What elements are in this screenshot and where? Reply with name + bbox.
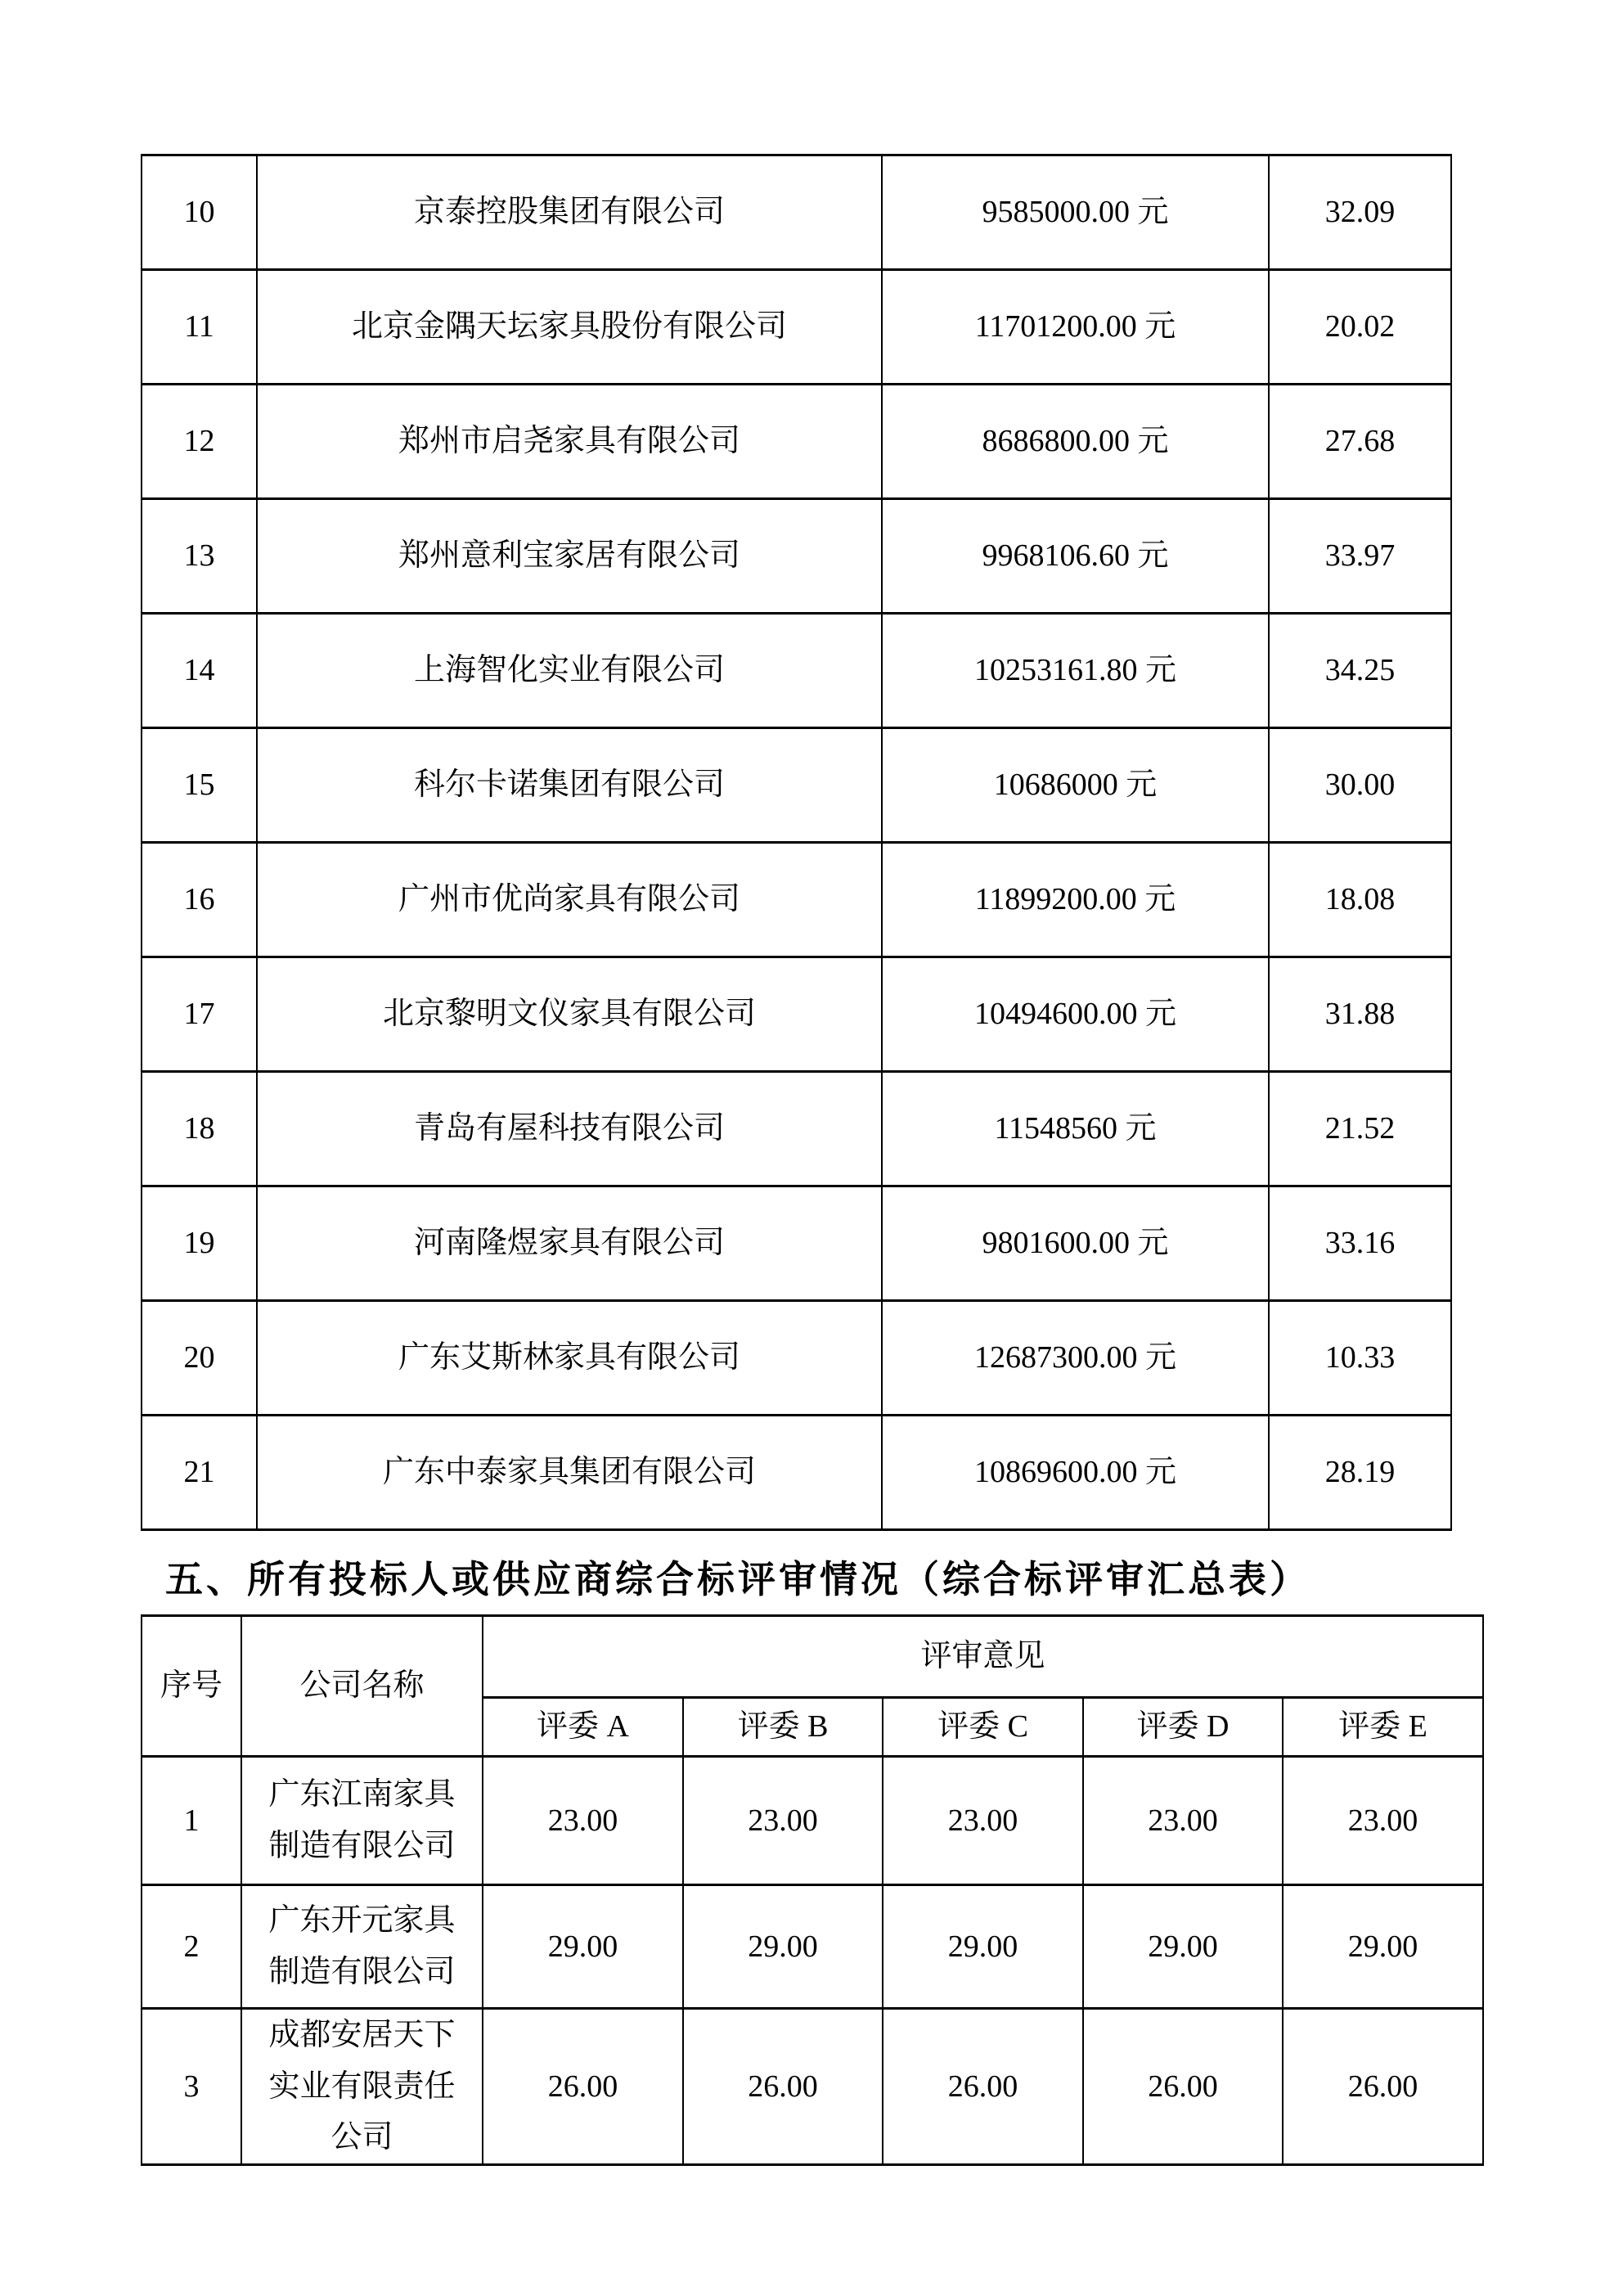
company-name: 郑州意利宝家居有限公司	[257, 499, 882, 614]
table-row	[142, 1757, 1483, 1885]
judge-e-score: 29.00	[1283, 1885, 1483, 2009]
judge-e-score: 23.00	[1283, 1757, 1483, 1885]
company-name: 北京黎明文仪家具有限公司	[257, 957, 882, 1072]
judge-d-score: 23.00	[1083, 1757, 1283, 1885]
column-header-judge-e: 评委 E	[1283, 1698, 1483, 1757]
row-number: 3	[142, 2009, 241, 2165]
judge-c-score: 26.00	[883, 2009, 1083, 2165]
price-score: 33.16	[1269, 1186, 1451, 1301]
judge-b-score: 26.00	[683, 2009, 883, 2165]
row-number: 1	[142, 1757, 241, 1885]
judge-a-score: 23.00	[483, 1757, 683, 1885]
price-score: 27.68	[1269, 385, 1451, 499]
table-row	[142, 270, 1451, 385]
company-name: 广州市优尚家具有限公司	[257, 843, 882, 957]
judge-d-score: 26.00	[1083, 2009, 1283, 2165]
bid-amount: 12687300.00 元	[882, 1301, 1269, 1416]
bid-amount: 11899200.00 元	[882, 843, 1269, 957]
company-name: 京泰控股集团有限公司	[257, 155, 882, 270]
bid-amount: 9585000.00 元	[882, 155, 1269, 270]
row-number: 20	[142, 1301, 257, 1416]
bid-amount: 9801600.00 元	[882, 1186, 1269, 1301]
bid-amount: 10494600.00 元	[882, 957, 1269, 1072]
company-name: 广东中泰家具集团有限公司	[257, 1416, 882, 1530]
table-row	[142, 1072, 1451, 1186]
judge-a-score: 26.00	[483, 2009, 683, 2165]
row-number: 19	[142, 1186, 257, 1301]
column-header-company: 公司名称	[241, 1616, 483, 1757]
bid-amount: 10869600.00 元	[882, 1416, 1269, 1530]
column-header-judge-c: 评委 C	[883, 1698, 1083, 1757]
bid-amount: 11701200.00 元	[882, 270, 1269, 385]
table-row	[142, 614, 1451, 728]
row-number: 15	[142, 728, 257, 843]
table-row	[142, 1416, 1451, 1530]
company-name: 广东艾斯林家具有限公司	[257, 1301, 882, 1416]
price-score: 31.88	[1269, 957, 1451, 1072]
bid-amount: 8686800.00 元	[882, 385, 1269, 499]
table-row	[142, 1301, 1451, 1416]
price-score: 10.33	[1269, 1301, 1451, 1416]
row-number: 12	[142, 385, 257, 499]
price-score: 28.19	[1269, 1416, 1451, 1530]
column-header-judge-b: 评委 B	[683, 1698, 883, 1757]
table-row	[142, 385, 1451, 499]
column-header-opinion: 评审意见	[483, 1616, 1483, 1698]
row-number: 10	[142, 155, 257, 270]
row-number: 16	[142, 843, 257, 957]
bid-amount: 10253161.80 元	[882, 614, 1269, 728]
company-name: 郑州市启尧家具有限公司	[257, 385, 882, 499]
company-name: 青岛有屋科技有限公司	[257, 1072, 882, 1186]
company-name: 科尔卡诺集团有限公司	[257, 728, 882, 843]
table-row	[142, 499, 1451, 614]
row-number: 14	[142, 614, 257, 728]
bid-amount: 10686000 元	[882, 728, 1269, 843]
company-name: 广东开元家具制造有限公司	[241, 1885, 483, 2009]
price-score: 33.97	[1269, 499, 1451, 614]
review-summary-table	[141, 1614, 1484, 2166]
company-name: 河南隆煜家具有限公司	[257, 1186, 882, 1301]
row-number: 13	[142, 499, 257, 614]
company-name: 北京金隅天坛家具股份有限公司	[257, 270, 882, 385]
row-number: 18	[142, 1072, 257, 1186]
column-header-no: 序号	[142, 1616, 241, 1757]
judge-c-score: 23.00	[883, 1757, 1083, 1885]
column-header-judge-d: 评委 D	[1083, 1698, 1283, 1757]
table-row	[142, 843, 1451, 957]
table-row	[142, 957, 1451, 1072]
judge-c-score: 29.00	[883, 1885, 1083, 2009]
judge-b-score: 29.00	[683, 1885, 883, 2009]
row-number: 2	[142, 1885, 241, 2009]
price-score: 18.08	[1269, 843, 1451, 957]
price-score: 21.52	[1269, 1072, 1451, 1186]
header-row	[142, 1616, 1483, 1698]
bid-amount: 9968106.60 元	[882, 499, 1269, 614]
price-score: 32.09	[1269, 155, 1451, 270]
row-number: 17	[142, 957, 257, 1072]
bid-price-table	[141, 154, 1452, 1531]
row-number: 21	[142, 1416, 257, 1530]
bid-amount: 11548560 元	[882, 1072, 1269, 1186]
section-heading: 五、所有投标人或供应商综合标评审情况（综合标评审汇总表）	[165, 1558, 1311, 1600]
price-score: 20.02	[1269, 270, 1451, 385]
price-score: 30.00	[1269, 728, 1451, 843]
row-number: 11	[142, 270, 257, 385]
table-row	[142, 728, 1451, 843]
company-name: 上海智化实业有限公司	[257, 614, 882, 728]
judge-a-score: 29.00	[483, 1885, 683, 2009]
table-row	[142, 1885, 1483, 2009]
judge-b-score: 23.00	[683, 1757, 883, 1885]
company-name: 广东江南家具制造有限公司	[241, 1757, 483, 1885]
column-header-judge-a: 评委 A	[483, 1698, 683, 1757]
table-row	[142, 1186, 1451, 1301]
table-row	[142, 155, 1451, 270]
judge-e-score: 26.00	[1283, 2009, 1483, 2165]
price-score: 34.25	[1269, 614, 1451, 728]
table-row	[142, 2009, 1483, 2165]
judge-d-score: 29.00	[1083, 1885, 1283, 2009]
company-name: 成都安居天下实业有限责任公司	[241, 2009, 483, 2165]
